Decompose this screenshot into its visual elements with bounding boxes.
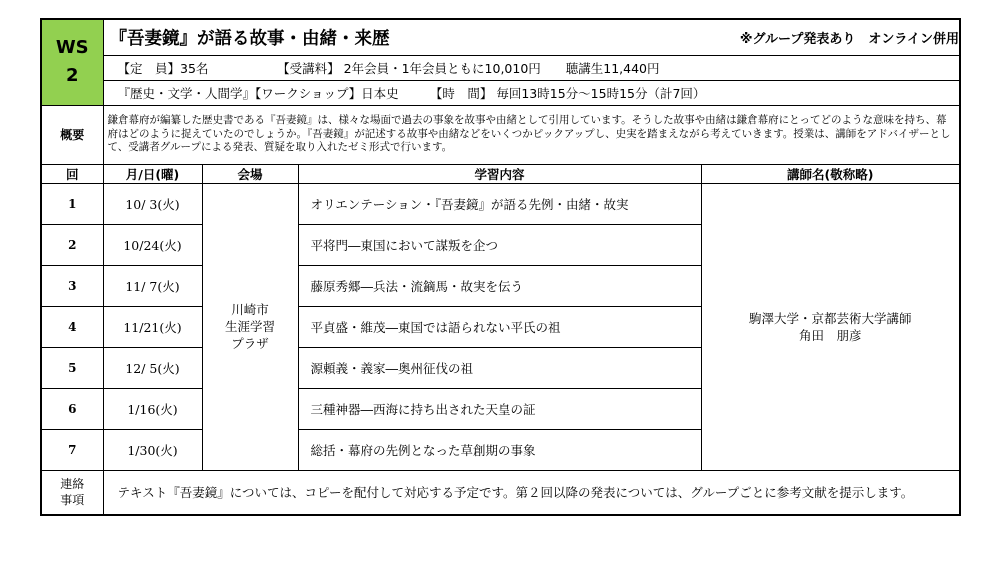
session-date: 12/ 5(火) xyxy=(103,347,202,388)
venue-line: 川崎市 xyxy=(231,302,269,317)
session-num: 1 xyxy=(41,183,103,224)
session-num: 4 xyxy=(41,306,103,347)
header-date: 月/日(曜) xyxy=(103,164,202,183)
session-num: 2 xyxy=(41,224,103,265)
category-time-info: 『歴史・文学・人間学』【ワークショップ】日本史 【時 間】 毎回13時15分～15時15分（計7回） xyxy=(103,80,960,105)
course-table xyxy=(40,18,961,516)
session-content: 平貞盛・維茂―東国では語られない平氏の祖 xyxy=(298,306,701,347)
lecturer-name: 角田 朋彦 xyxy=(799,327,862,343)
contact-label-line: 事項 xyxy=(60,493,85,508)
summary-text: 鎌倉幕府が編纂した歴史書である『吾妻鏡』は、様々な場面で過去の事象を故事や由緒として引用しています。そうした故事や由緒は鎌倉幕府にとってどのような意味を持ち、幕府はどのように捉えていたのでしょうか。『吾妻鏡』が記述する故事や由緒などをいくつかピックアップし、史実を踏まえながら考えていきます。授業は、講師をアドバイザーとして、受講者グループによる発表、質疑を取り入れたゼミ形式で行います。 xyxy=(103,105,960,164)
header-content: 学習内容 xyxy=(298,164,701,183)
lecturer-affiliation: 駒澤大学・京都芸術大学講師 xyxy=(749,310,912,326)
venue-line: 生涯学習 xyxy=(224,319,275,334)
session-date: 10/ 3(火) xyxy=(103,183,202,224)
session-content: 源頼義・義家―奥州征伐の祖 xyxy=(298,347,701,388)
table-row xyxy=(41,183,960,224)
venue-line: プラザ xyxy=(231,336,269,351)
lecturer-cell xyxy=(701,183,960,470)
session-date: 1/16(火) xyxy=(103,388,202,429)
schedule-header-row xyxy=(41,164,960,183)
session-content: オリエンテーション・『吾妻鏡』が語る先例・由緒・故実 xyxy=(298,183,701,224)
info-row-2 xyxy=(41,80,960,105)
header-lecturer: 講師名(敬称略) xyxy=(701,164,960,183)
ws-label: WS xyxy=(55,37,89,59)
contact-text: テキスト『吾妻鏡』については、コピーを配付して対応する予定です。第２回以降の発表については、グループごとに参考文献を提示します。 xyxy=(103,470,960,515)
contact-label-line: 連絡 xyxy=(60,477,85,492)
ws-badge xyxy=(41,19,103,105)
session-content: 平将門―東国において謀叛を企つ xyxy=(298,224,701,265)
capacity-fee-info: 【定 員】35名 【受講料】 2年会員・1年会員ともに10,010円 聴講生11,440円 xyxy=(103,55,960,80)
session-content: 三種神器―西海に持ち出された天皇の証 xyxy=(298,388,701,429)
course-note: ※グループ発表あり オンライン併用 xyxy=(739,31,960,47)
header-num: 回 xyxy=(41,164,103,183)
session-date: 1/30(火) xyxy=(103,429,202,470)
session-date: 11/21(火) xyxy=(103,306,202,347)
header-venue: 会場 xyxy=(202,164,298,183)
title-row xyxy=(41,19,960,55)
session-num: 3 xyxy=(41,265,103,306)
venue-cell xyxy=(202,183,298,470)
summary-label: 概要 xyxy=(41,105,103,164)
ws-number: 2 xyxy=(65,65,79,87)
course-title: 『吾妻鏡』が語る故事・由緒・来歴 xyxy=(109,28,390,49)
info-row-1 xyxy=(41,55,960,80)
session-num: 5 xyxy=(41,347,103,388)
summary-row xyxy=(41,105,960,164)
session-date: 10/24(火) xyxy=(103,224,202,265)
session-date: 11/ 7(火) xyxy=(103,265,202,306)
session-num: 7 xyxy=(41,429,103,470)
session-content: 総括・幕府の先例となった草創期の事象 xyxy=(298,429,701,470)
session-content: 藤原秀郷―兵法・流鏑馬・故実を伝う xyxy=(298,265,701,306)
contact-label xyxy=(41,470,103,515)
session-num: 6 xyxy=(41,388,103,429)
contact-row xyxy=(41,470,960,515)
